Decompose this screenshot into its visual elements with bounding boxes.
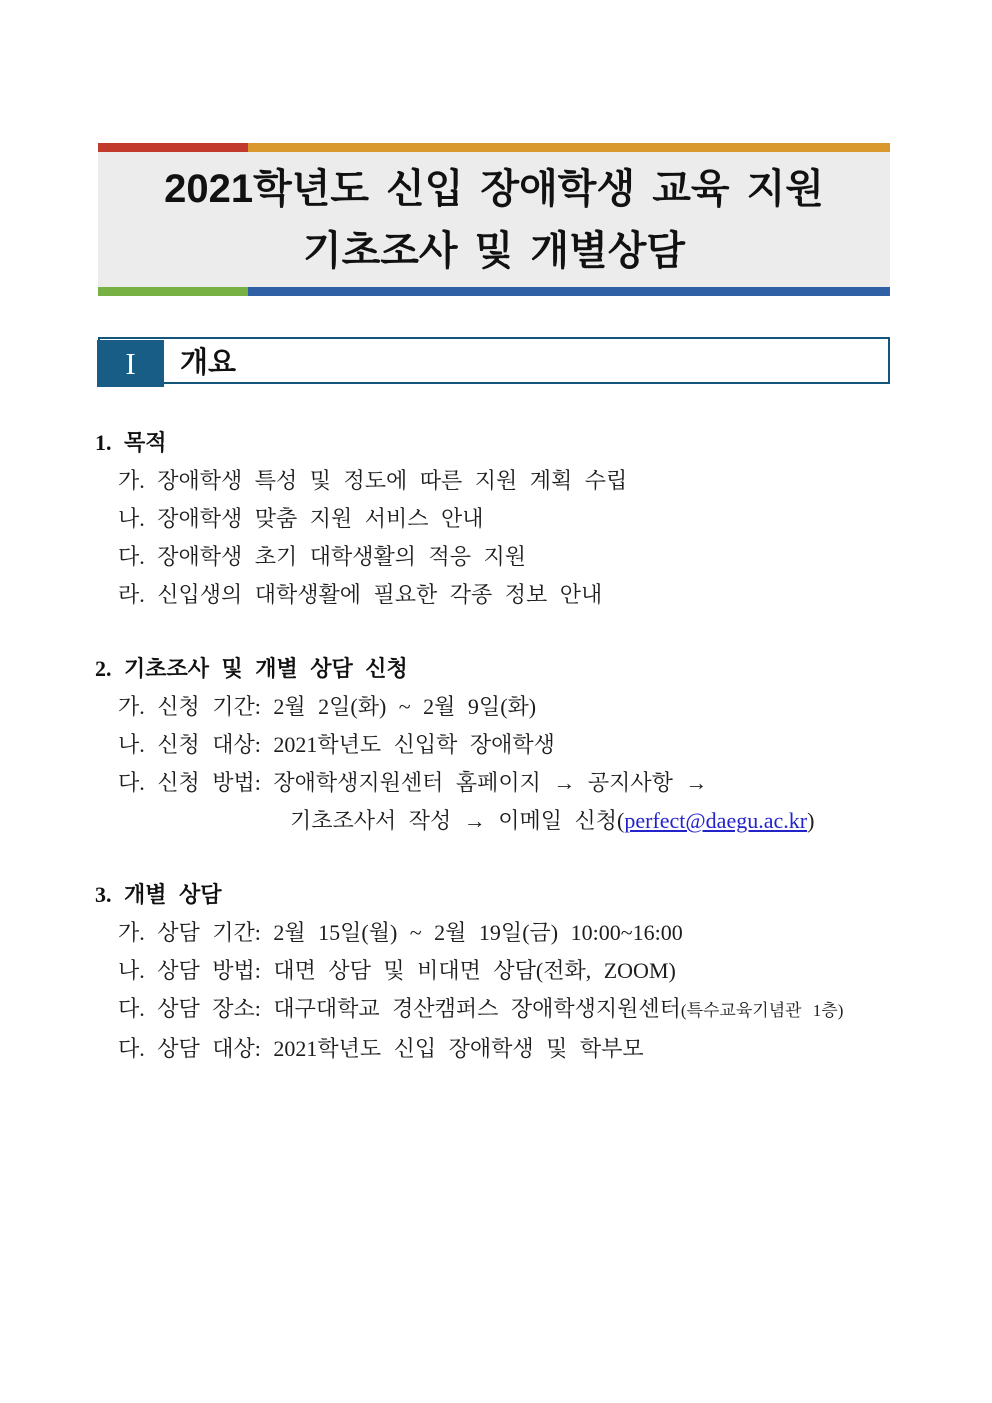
section-numeral-box — [97, 340, 164, 387]
section1-item-purpose-plan: 가. 장애학생 특성 및 정도에 따른 지원 계획 수립 — [118, 468, 628, 493]
section3-item-counsel-method: 나. 상담 방법: 대면 상담 및 비대면 상담(전화, ZOOM) — [118, 958, 676, 983]
banner-bottom-bar-blue-segment — [248, 287, 890, 296]
section1-item-adaptation-support: 다. 장애학생 초기 대학생활의 적응 지원 — [118, 544, 527, 569]
section2-heading: 2. 기초조사 및 개별 상담 신청 — [95, 656, 408, 681]
section-header-overview — [98, 337, 890, 386]
section2-item-application-method-continuation — [95, 802, 955, 840]
section1-item-info-guide: 라. 신입생의 대학생활에 필요한 각종 정보 안내 — [118, 582, 603, 607]
continuation-suffix: ) — [807, 808, 815, 833]
counsel-location-building-note: (특수교육기념관 1층) — [680, 1001, 844, 1020]
section-title-box — [98, 337, 890, 384]
section-title: 개요 — [180, 347, 237, 379]
banner-top-bar — [98, 143, 890, 152]
banner-title-box — [98, 152, 890, 287]
document-body — [95, 424, 955, 1068]
banner-top-bar-red-segment — [98, 143, 248, 152]
counsel-location-main: 다. 상담 장소: 대구대학교 경산캠퍼스 장애학생지원센터 — [118, 996, 681, 1021]
section-numeral: I — [125, 346, 136, 381]
continuation-prefix: 기초조사서 작성 → 이메일 신청( — [290, 808, 625, 833]
section3-item-counsel-target: 다. 상담 대상: 2021학년도 신입 장애학생 및 학부모 — [118, 1036, 644, 1061]
document-title-line1: 2021학년도 신입 장애학생 교육 지원 — [164, 166, 824, 211]
email-link[interactable]: perfect@daegu.ac.kr — [624, 808, 808, 833]
section2-item-application-period: 가. 신청 기간: 2월 2일(화) ~ 2월 9일(화) — [118, 694, 537, 719]
section3-item-counsel-period: 가. 상담 기간: 2월 15일(월) ~ 2월 19일(금) 10:00~16:00 — [118, 920, 683, 945]
section2-item-application-target: 나. 신청 대상: 2021학년도 신입학 장애학생 — [118, 732, 555, 757]
banner-bottom-bar — [98, 287, 890, 296]
section2-item-application-method: 다. 신청 방법: 장애학생지원센터 홈페이지 → 공지사항 → — [118, 770, 708, 795]
banner-bottom-bar-green-segment — [98, 287, 248, 296]
title-banner — [98, 143, 890, 296]
section1-heading: 1. 목적 — [95, 430, 167, 455]
section1-item-service-guide: 나. 장애학생 맞춤 지원 서비스 안내 — [118, 506, 484, 531]
section3-item-counsel-location — [95, 990, 955, 1030]
section3-heading: 3. 개별 상담 — [95, 882, 222, 907]
document-title-line2: 기초조사 및 개별상담 — [303, 228, 685, 273]
banner-top-bar-orange-segment — [248, 143, 890, 152]
